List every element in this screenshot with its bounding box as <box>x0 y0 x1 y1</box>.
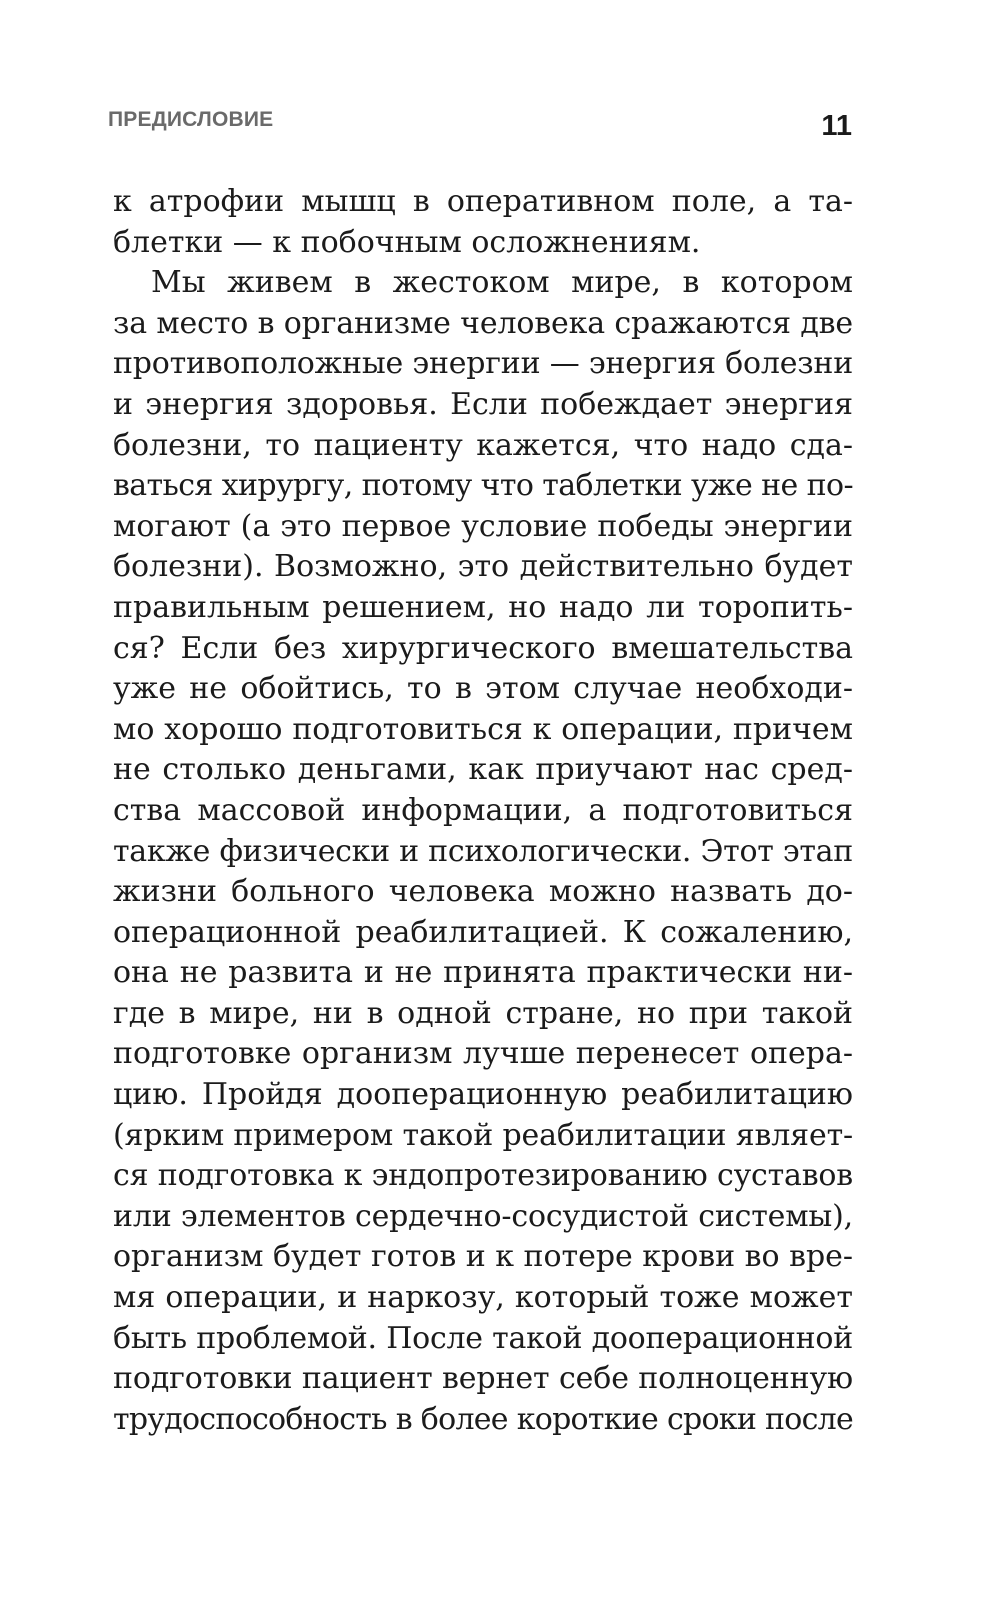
text-line: трудоспособность в более короткие сроки после <box>113 1401 853 1437</box>
text-line: подготовке организм лучше перенесет опера- <box>113 1036 853 1072</box>
text-line: она не развита и не принята практически ни- <box>113 955 853 991</box>
text-line: также физически и психологически. Этот этап <box>113 833 853 869</box>
text-line: ся? Если без хирургического вмешательства <box>113 630 853 666</box>
text-line: за место в организме человека сражаются две <box>113 305 853 341</box>
text-line: болезни). Возможно, это действительно будет <box>113 549 853 585</box>
text-line: подготовки пациент вернет себе полноценную <box>113 1361 853 1397</box>
text-line: болезни, то пациенту кажется, что надо сда- <box>113 427 853 463</box>
text-line: ся подготовка к эндопротезированию суставов <box>113 1158 853 1194</box>
text-line: операционной реабилитацией. К сожалению, <box>113 914 853 950</box>
text-line: ваться хирургу, потому что таблетки уже не по- <box>113 468 853 504</box>
text-line: не столько деньгами, как приучают нас сред- <box>113 752 853 788</box>
text-line: уже не обойтись, то в этом случае необходи- <box>113 671 853 707</box>
text-line: где в мире, ни в одной стране, но при такой <box>113 995 853 1031</box>
text-line: правильным решением, но надо ли торопить- <box>113 589 853 625</box>
text-line: цию. Пройдя дооперационную реабилитацию <box>113 1077 853 1113</box>
running-head: ПРЕДИСЛОВИЕ <box>108 108 274 131</box>
text-line: блетки — к побочным осложнениям. <box>113 224 701 260</box>
text-line: мо хорошо подготовиться к операции, причем <box>113 711 853 747</box>
text-line: организм будет готов и к потере крови во вре- <box>113 1239 853 1275</box>
body-text <box>113 182 853 1440</box>
page-number: 11 <box>821 110 852 142</box>
text-line: могают (а это первое условие победы энергии <box>113 508 853 544</box>
text-line: Мы живем в жестоком мире, в котором <box>151 265 853 301</box>
text-line: противоположные энергии — энергия болезни <box>113 346 853 382</box>
text-line: (ярким примером такой реабилитации являет- <box>113 1117 853 1153</box>
text-line: ства массовой информации, а подготовиться <box>113 792 853 828</box>
text-line: мя операции, и наркозу, который тоже может <box>113 1280 853 1316</box>
text-line: и энергия здоровья. Если побеждает энергия <box>113 386 853 422</box>
text-line: жизни больного человека можно назвать до- <box>113 874 853 910</box>
text-line: к атрофии мышц в оперативном поле, а та- <box>113 184 853 219</box>
text-line: или элементов сердечно-сосудистой системы), <box>113 1198 853 1234</box>
text-line: быть проблемой. После такой дооперационной <box>113 1320 853 1356</box>
